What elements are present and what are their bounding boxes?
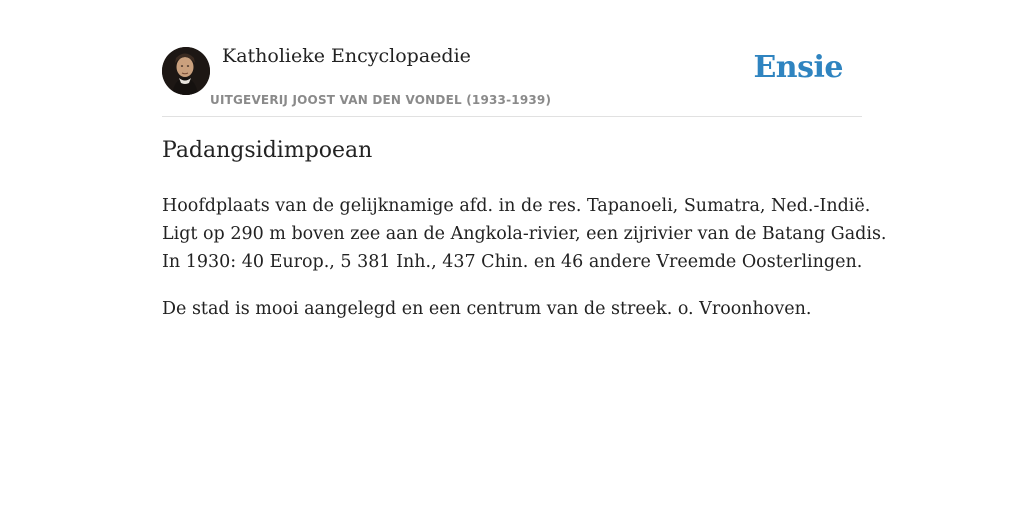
paragraph-line: Hoofdplaats van de gelijknamige afd. in de res. Tapanoeli, Sumatra, Ned.-Indië. [162, 196, 871, 216]
paragraph-line: Ligt op 290 m boven zee aan de Angkola-rivier, een zijrivier van de Batang Gadis. [162, 224, 887, 244]
article-paragraph [162, 295, 862, 323]
article-paragraph [162, 192, 887, 276]
source-avatar[interactable] [162, 47, 210, 95]
ensie-logo-link[interactable]: Ensie [753, 50, 843, 85]
portrait-icon [162, 47, 210, 95]
paragraph-line: In 1930: 40 Europ., 5 381 Inh., 437 Chin. en 46 andere Vreemde Oosterlingen. [162, 252, 863, 272]
article-body [162, 192, 887, 342]
source-header [162, 44, 862, 117]
source-title-link[interactable]: Katholieke Encyclopaedie [222, 45, 471, 67]
paragraph-line: De stad is mooi aangelegd en een centrum van de streek. o. Vroonhoven. [162, 299, 812, 319]
source-subtitle: UITGEVERIJ JOOST VAN DEN VONDEL (1933-1939) [210, 93, 552, 107]
article-title: Padangsidimpoean [162, 138, 373, 163]
